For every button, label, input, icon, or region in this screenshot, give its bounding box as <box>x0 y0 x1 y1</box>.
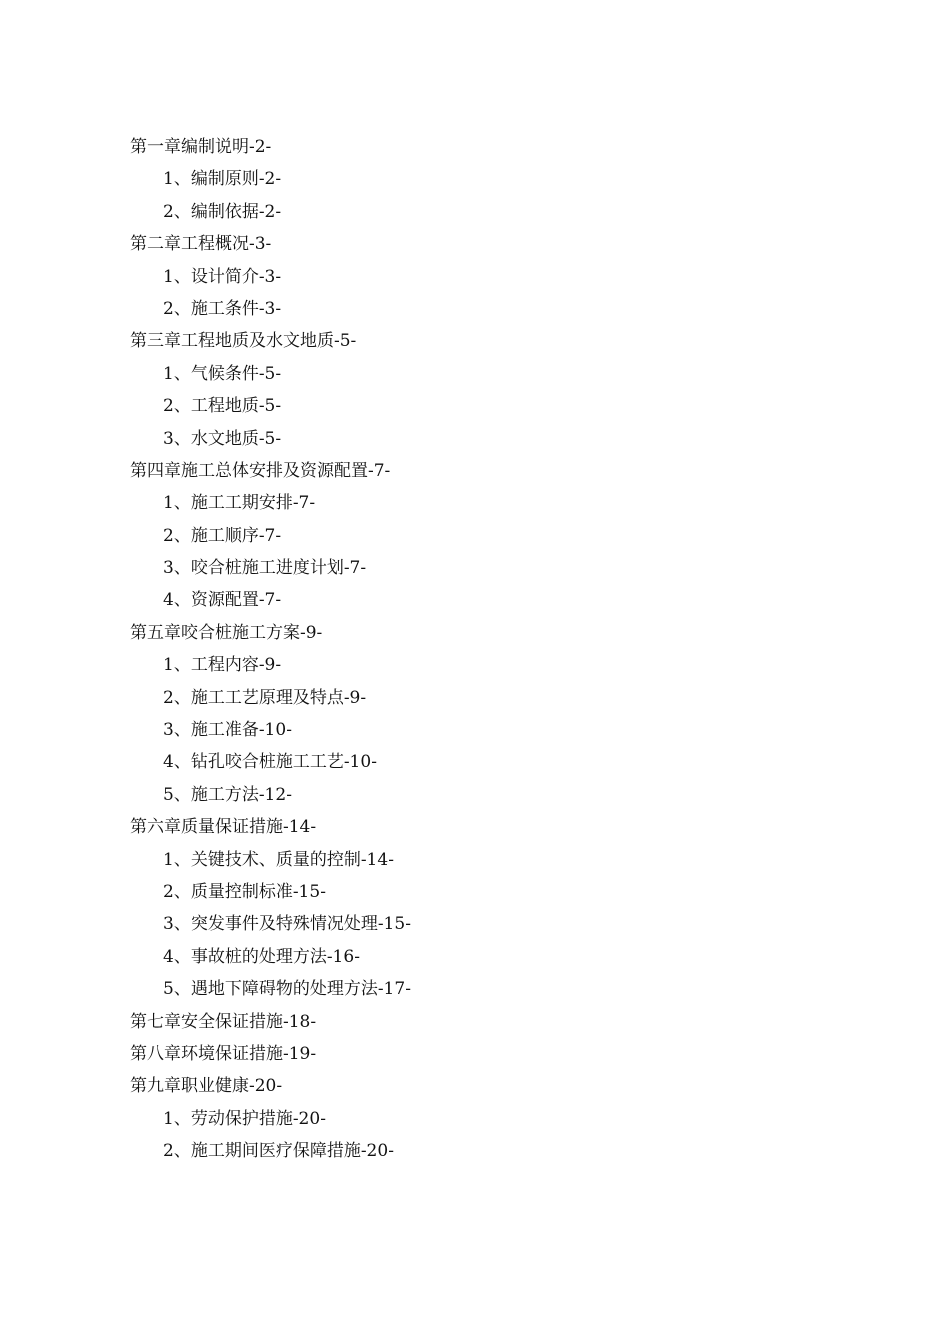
toc-section-entry: 1、劳动保护措施-20- <box>163 1108 326 1129</box>
toc-section-entry: 1、施工工期安排-7- <box>163 493 316 514</box>
toc-section-entry: 2、工程地质-5- <box>163 396 282 417</box>
toc-section-entry: 1、工程内容-9- <box>163 655 282 676</box>
toc-section-entry: 2、施工顺序-7- <box>163 525 282 546</box>
toc-section-entry: 5、施工方法-12- <box>163 784 292 805</box>
toc-chapter-entry: 第五章咬合桩施工方案-9- <box>130 622 323 643</box>
toc-section-entry: 3、施工准备-10- <box>163 720 292 741</box>
table-of-contents <box>130 131 830 1168</box>
toc-section-entry: 2、施工工艺原理及特点-9- <box>163 687 367 708</box>
toc-section-entry: 1、关键技术、质量的控制-14- <box>163 849 394 870</box>
toc-section-entry: 3、水文地质-5- <box>163 428 282 449</box>
toc-section-entry: 3、突发事件及特殊情况处理-15- <box>163 914 411 935</box>
toc-section-entry: 2、质量控制标准-15- <box>163 881 326 902</box>
toc-section-entry: 1、编制原则-2- <box>163 169 282 190</box>
toc-chapter-entry: 第九章职业健康-20- <box>130 1076 283 1097</box>
toc-section-entry: 2、施工期间医疗保障措施-20- <box>163 1141 394 1162</box>
toc-section-entry: 4、钻孔咬合桩施工工艺-10- <box>163 752 377 773</box>
toc-section-entry: 2、施工条件-3- <box>163 298 282 319</box>
toc-section-entry: 3、咬合桩施工进度计划-7- <box>163 558 367 579</box>
toc-section-entry: 1、设计简介-3- <box>163 266 282 287</box>
toc-section-entry: 4、事故桩的处理方法-16- <box>163 946 360 967</box>
toc-section-entry: 5、遇地下障碍物的处理方法-17- <box>163 979 411 1000</box>
toc-chapter-entry: 第八章环境保证措施-19- <box>130 1043 317 1064</box>
toc-chapter-entry: 第三章工程地质及水文地质-5- <box>130 331 357 352</box>
toc-chapter-entry: 第二章工程概况-3- <box>130 234 272 255</box>
toc-chapter-entry: 第七章安全保证措施-18- <box>130 1011 317 1032</box>
toc-chapter-entry: 第六章质量保证措施-14- <box>130 817 317 838</box>
toc-section-entry: 2、编制依据-2- <box>163 201 282 222</box>
toc-section-entry: 1、气候条件-5- <box>163 363 282 384</box>
toc-chapter-entry: 第四章施工总体安排及资源配置-7- <box>130 460 391 481</box>
toc-chapter-entry: 第一章编制说明-2- <box>130 137 272 157</box>
toc-section-entry: 4、资源配置-7- <box>163 590 282 611</box>
